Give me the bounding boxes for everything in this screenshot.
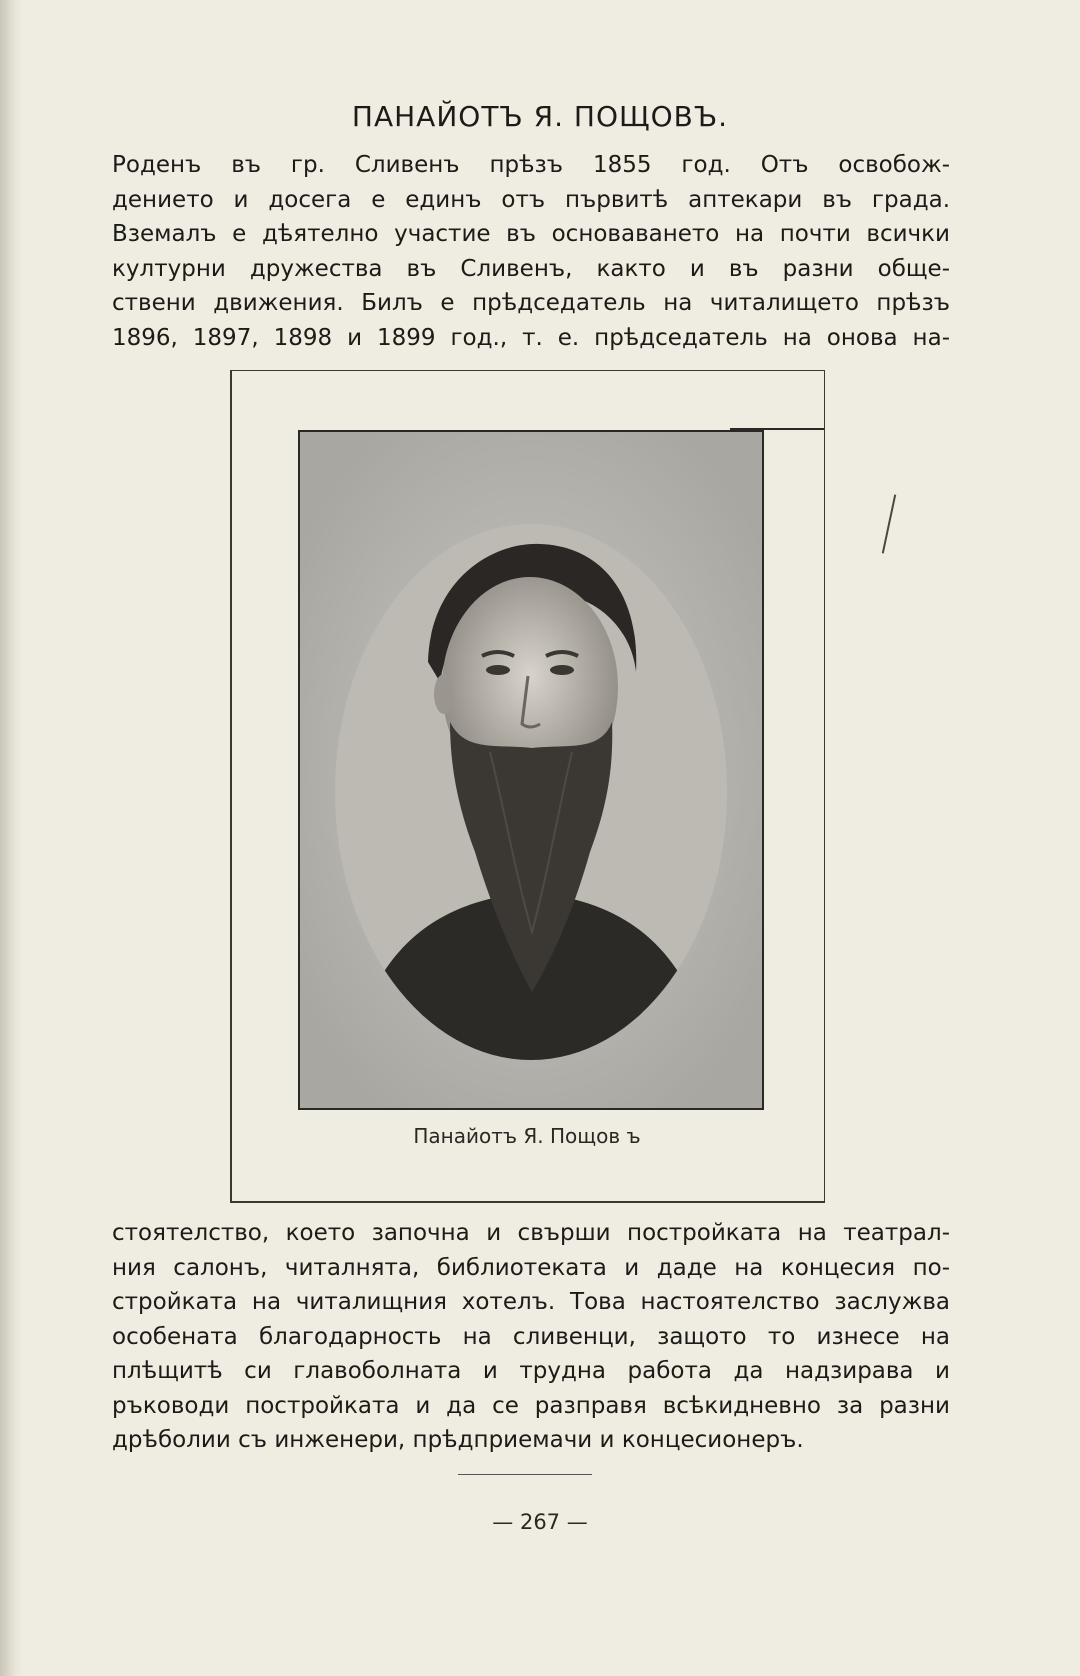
portrait-image xyxy=(300,432,762,1108)
text-line: стройката на читалищния хотелъ. Това настоятелство заслужва xyxy=(112,1289,950,1315)
paragraph-1 xyxy=(112,148,950,355)
text-line: културни дружества въ Сливенъ, както и въ разни обще- xyxy=(112,255,950,282)
page-edge-shadow xyxy=(0,0,22,1676)
text-line: ръководи постройката и да се разправя всѣкидневно за разни xyxy=(112,1392,950,1419)
page-title: ПАНАЙОТЪ Я. ПОЩОВЪ. xyxy=(351,100,729,133)
portrait-photo xyxy=(298,430,764,1110)
text-line: ствени движения. Билъ е прѣдседатель на читалището прѣзъ xyxy=(112,290,950,316)
text-line: дението и досега е единъ отъ първитѣ аптекари въ града. xyxy=(112,186,950,213)
page-number: — 267 — xyxy=(492,1510,588,1534)
text-line: Роденъ въ гр. Сливенъ прѣзъ 1855 год. Отъ освобож- xyxy=(112,152,950,178)
text-line: ния салонъ, читалнята, библиотеката и даде на концесия по- xyxy=(112,1254,950,1281)
paragraph-2 xyxy=(112,1216,950,1458)
photo-caption: Панайотъ Я. Пощов ъ xyxy=(413,1124,641,1148)
text-line: дрѣболии съ инженери, прѣдприемачи и концесионеръ. xyxy=(112,1427,804,1453)
text-line: Вземалъ е дѣятелно участие въ основаването на почти всички xyxy=(112,221,950,247)
text-line: стоятелство, което започна и свърши постройката на театрал- xyxy=(112,1220,950,1246)
text-line: особената благодарность на сливенци, защото то изнесе на xyxy=(112,1323,950,1350)
text-line: 1896, 1897, 1898 и 1899 год., т. е. прѣдседатель на онова на- xyxy=(112,324,950,351)
footer-rule xyxy=(458,1474,592,1475)
stray-pencil-mark xyxy=(882,494,896,553)
text-line: плѣщитѣ си главоболната и трудна работа да надзирава и xyxy=(112,1358,950,1384)
